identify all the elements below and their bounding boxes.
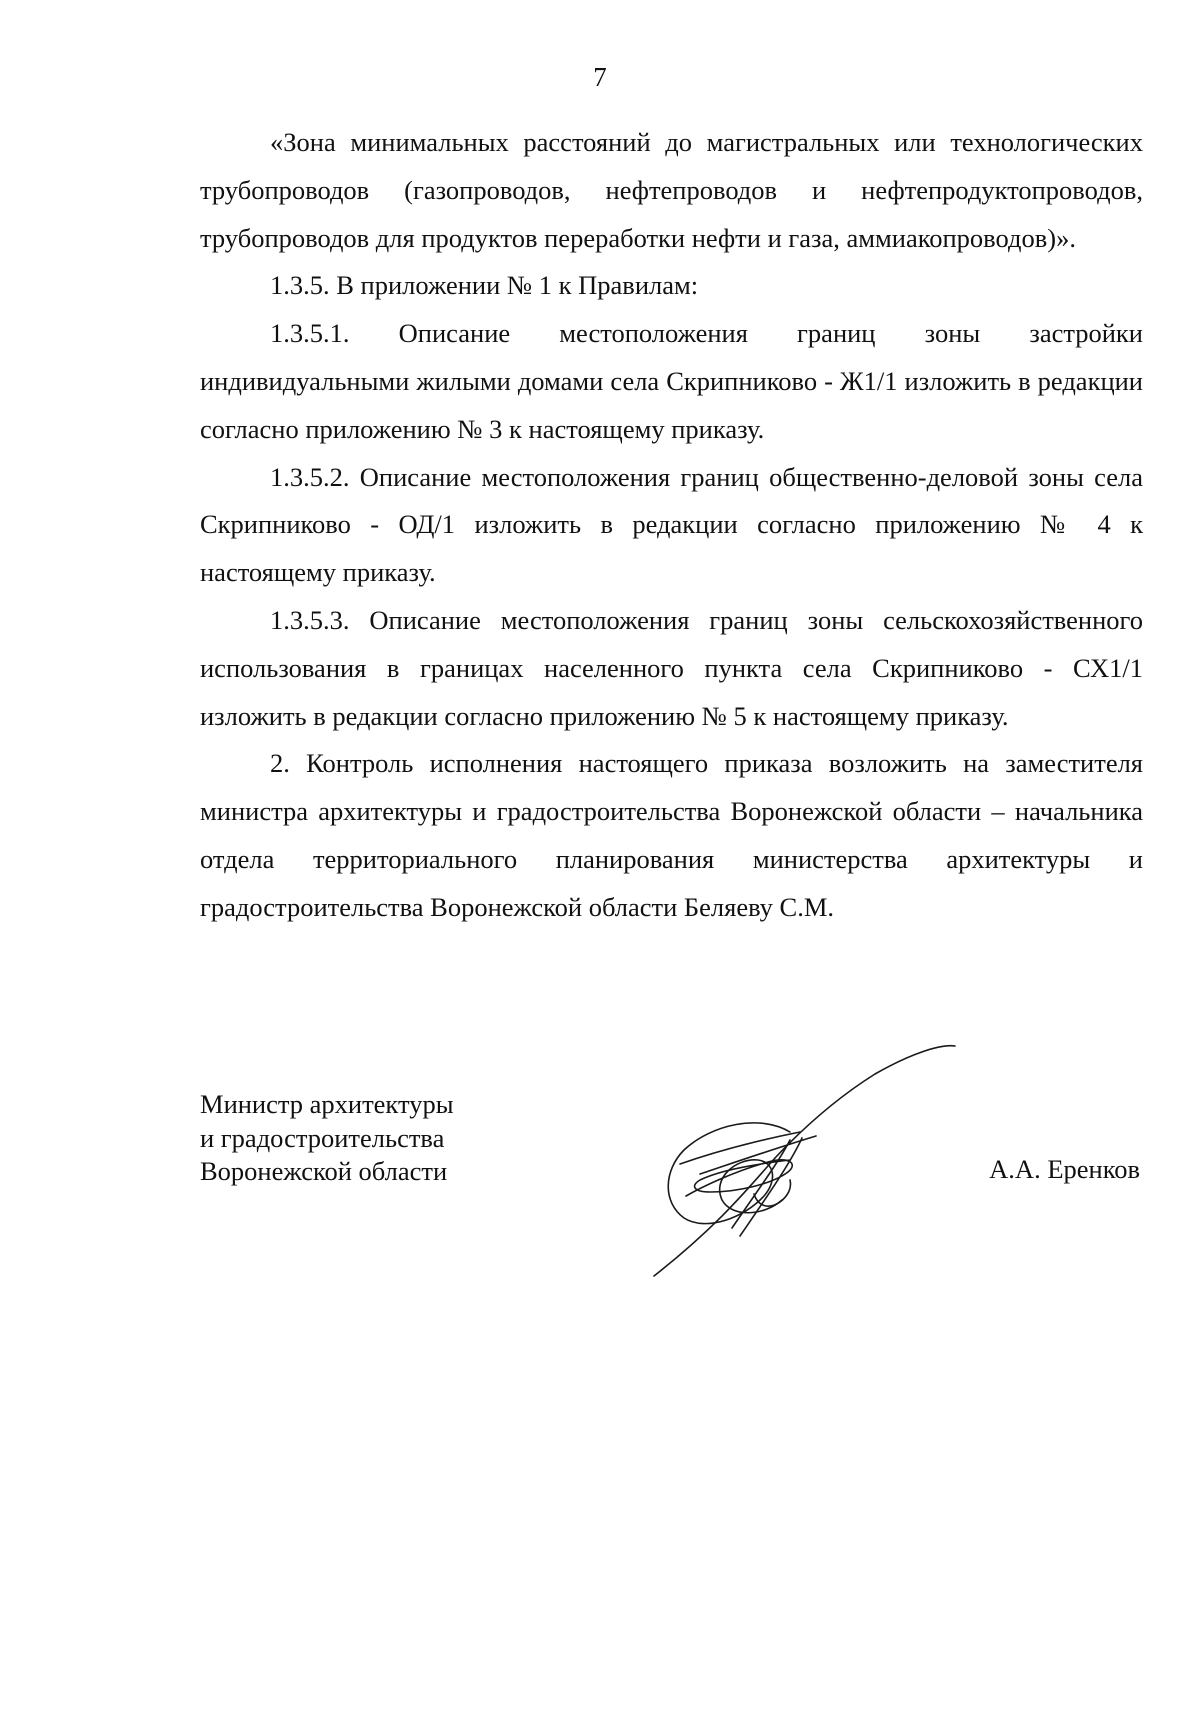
signatory-position-line: Министр архитектуры	[200, 1089, 454, 1119]
paragraph-control: 2. Контроль исполнения настоящего приказа возложить на заместителя министра архитектуры и градостроительства Воронежской области – начальника отдела территориального планирования министерства архитектуры и градостроительства Воронежской области Беляеву С.М.	[200, 748, 1143, 922]
signatory-position-line: Воронежской области	[200, 1156, 448, 1186]
document-body	[200, 119, 1143, 932]
paragraph-1-3-5-1: 1.3.5.1. Описание местоположения границ зоны застройки индивидуальными жилыми домами села Скрипниково - Ж1/1 изложить в редакции согласно приложению № 3 к настоящему приказу.	[200, 318, 1143, 444]
paragraph-1-3-5-2: 1.3.5.2. Описание местоположения границ общественно-деловой зоны села Скрипниково - ОД/1 изложить в редакции согласно приложению № 4 к настоящему приказу.	[200, 461, 1143, 588]
signature-tail	[754, 1180, 791, 1206]
paragraph-zone-name: «Зона минимальных расстояний до магистральных или технологических трубопроводов (газопроводов, нефтепроводов и нефтепродуктопроводов, трубопроводов для продуктов переработки нефти и газа, аммиакопроводов)».	[200, 127, 1143, 253]
paragraph-1-3-5: 1.3.5. В приложении № 1 к Правилам:	[270, 270, 699, 301]
handwritten-signature	[640, 1040, 1000, 1280]
signatory-position	[200, 1088, 454, 1189]
page-number: 7	[593, 62, 607, 92]
signature-inner-loop	[686, 1160, 792, 1196]
signature-long-stroke	[654, 1046, 955, 1276]
signatory-position-line: и градостроительства	[200, 1122, 445, 1153]
signer-name: А.А. Еренков	[989, 1154, 1140, 1184]
paragraph-1-3-5-3: 1.3.5.3. Описание местоположения границ зоны сельскохозяйственного использования в границах населенного пункта села Скрипниково - СХ1/1 изложить в редакции согласно приложению № 5 к настоящему приказу.	[200, 604, 1143, 731]
